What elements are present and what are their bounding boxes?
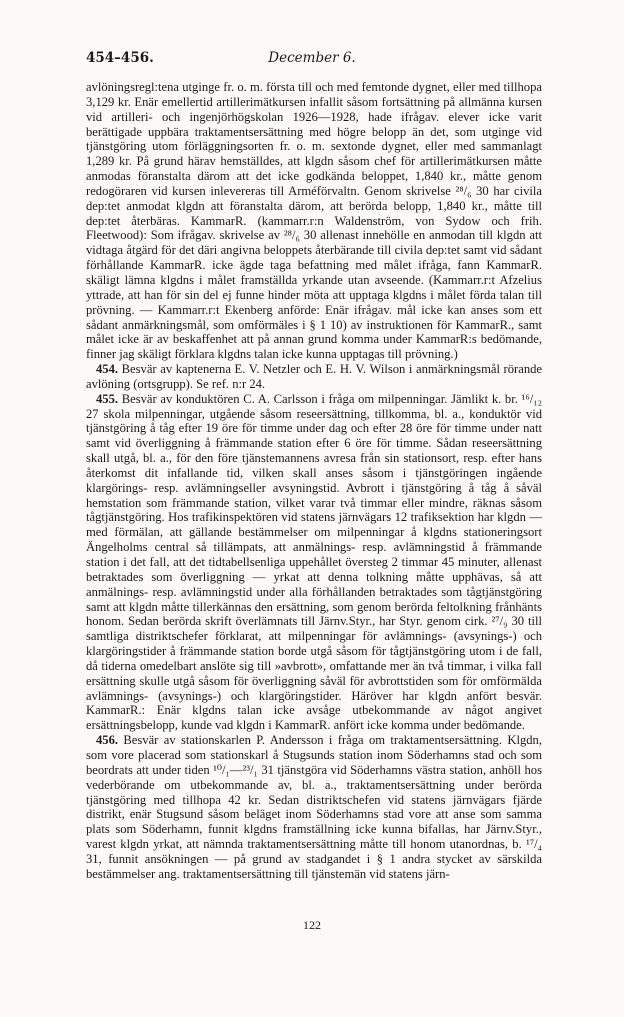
- paragraph-455: [86, 392, 542, 733]
- paragraph-454: [86, 362, 542, 392]
- paragraph-text: Besvär av stationskarlen P. Andersson i fråga om traktamentsersättning. Klgdn, som vore placerad som stationskarl å Stugsunds station inom Söderhamns stad och som beordrats att under tiden ¹⁰/₁—²³/₁ 31 tjänstgöra vid Söderhamns västra station, anhöll hos vederbörande om utbekommande av, bl. a., traktamentsersättning under berörda tjänstgöring med tillhopa 42 kr. Sedan distriktschefen vid statens järnvägars fjärde distrikt, enär Stugsund såsom beläget inom Söderhamns stad vore att anse som samma plats som Söderhamn, funnit klgdns framställning icke kunna bifallas, har Järnv.Styr., varest klgdn yrkat, att nämnda traktamentsersättning måtte till honom utanordnas, b. ¹⁷/₄ 31, funnit ansökningen — på grund av stadgandet i § 1 andra stycket av särskilda bestämmelser ang. traktamentsersättning till tjänstemän vid statens järn-: [86, 733, 542, 881]
- paragraph-text: Besvär av konduktören C. A. Carlsson i fråga om milpenningar. Jämlikt k. br. ¹⁶/₁₂ 27 skola milpenningar, utgående såsom reseersättning, tillkomma, bl. a., konduktör vid tjänstgöring å tåg efter 19 öre för timme under dag och efter 28 öre för timme under natt samt vid överliggning å främmande station efter 6 öre för timme. Sådan reseersättning skall utgå, bl. a., för den före tjänstemannens avresa från sin stationsort, resp. efter hans återkomst dit infallande tid, vilken skall anses såsom i tjänstgöringen ingående klargörings- resp. avlämningseller avsyningstid. Avbrott i tjänstgöring å tåg å såväl hemstation som främmande station, vilket varar två timmar eller mindre, räknas såsom tågtjänstgöring. Hos trafikinspektören vid statens järnvägars 12 trafiksektion har klgdn — med förmälan, att gällande bestämmelser om milpenningar å klgdns stationeringsort Ängelholms central så tillämpats, att anmälnings- resp. avlämningstid å främmande station i det fall, att det tidtabellsenliga uppehållet översteg 2 timmar 45 minuter, allenast betraktades som överliggning — yrkat att denna tolkning måtte upphävas, så att anmälnings- resp. avlämningstid under alla förhållanden betraktades som tågtjänstgöring samt att klgdn måtte tillerkännas den ersättning, som genom berörda feltolkning frånhänts honom. Sedan berörda skrift överlämnats till Järnv.Styr., har Styr. genom cirk. ²⁷/₉ 30 till samtliga distriktschefer förklarat, att milpenningar för avlämnings- (avsynings-) och klargöringstider å främmande station borde utgå såsom för tågtjänstgöring utom i de fall, då tiderna omedelbart anslöte sig till »avbrott», omfattande mer än två timmar, i vilka fall ersättning skulle utgå såsom för överliggning såväl för avbrottstiden som för omförmälda avlämnings- (avsynings-) och klargöringstider. Häröver har klgdn anfört besvär. KammarR.: Enär klgdns talan icke avsåge utbekommande av något angivet ersättningsbelopp, kunde vad klgdn i KammarR. anfört icke komma under bedömande.: [86, 391, 542, 733]
- paragraph-text: Besvär av kaptenerna E. V. Netzler och E. H. V. Wilson i anmärkningsmål rörande avlöning (ortsgrupp). Se ref. n:r 24.: [86, 362, 543, 391]
- page-header: [86, 50, 538, 68]
- section-range: 454–456.: [86, 50, 154, 66]
- page-number: 122: [303, 918, 321, 932]
- page-date: December 6.: [268, 50, 356, 66]
- paragraph-456: [86, 733, 542, 881]
- page-body: [86, 80, 542, 882]
- item-number: 454.: [96, 362, 119, 377]
- item-number: 455.: [96, 391, 119, 406]
- item-number: 456.: [96, 733, 119, 748]
- paragraph-intro: [86, 80, 542, 362]
- paragraph-text: avlöningsregl:tena utginge fr. o. m. första till och med femtonde dygnet, eller med tillhopa 3,129 kr. Enär emellertid artillerimätkursen infallit såsom fortsättning på allmänna kursen vid artilleri- och ingenjörhögskolan 1926—1928, hade ifrågav. elever icke varit berättigade uppbära traktamentsersättning med högre belopp än det, som utginge vid tjänstgöring utom förläggningsorten fr. o. m. sextonde dygnet, eller med sammanlagt 1,289 kr. På grund härav hemställdes, att klgdn såsom chef för artillerimätkursen måtte anmodas föranstalta därom att det icke godkända beloppet, 1,840 kr., måtte genom redogöraren vid kursen inlevereras till Arméförvaltn. Genom skrivelse ²⁸/₆ 30 har civila dep:tet anmodat klgdn att föranstalta därom, att berörda belopp, 1,840 kr., måtte till dep:tet återbäras. KammarR. (kammarr.r:n Waldenström, von Sydow och frih. Fleetwood): Som ifrågav. skrivelse av ²⁸/₆ 30 allenast innehölle en anmodan till klgdn att vidtaga åtgärd för det däri angivna beloppets återbärande till civila dep:tet samt vid sådant förhållande KammarR. icke ägde taga befattning med målet ifråga, fann KammarR. skäligt lämna klgdns i målet framställda yrkande utan avseende. (Kammarr.r:t Afzelius yttrade, att han för sin del ej funne hinder möta att upptaga klgdns i målet förda talan till prövning. — Kammarr.r:t Ekenberg anförde: Enär ifrågav. mål icke kan anses som ett sådant anmärkningsmål, som omförmäles i § 1 10) av instruktionen för KammarR., samt målet icke är av beskaffenhet att på annan grund komma under KammarR:s bedömande, finner jag skäligt förklara klgdns talan icke kunna upptagas till prövning.): [86, 80, 542, 362]
